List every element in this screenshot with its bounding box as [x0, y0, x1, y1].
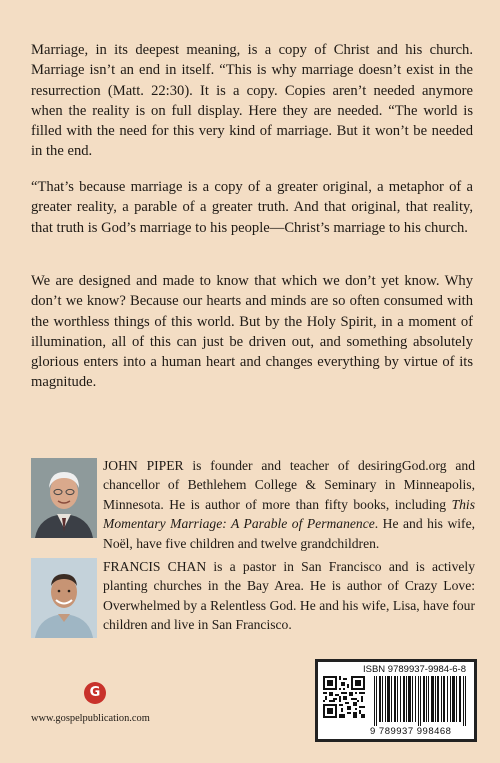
publisher-url[interactable]: www.gospelpublication.com [31, 713, 150, 724]
qr-code-icon [323, 676, 365, 718]
body-paragraph-1: Marriage, in its deepest meaning, is a copy of Christ and his church. Marriage isn’t an end in itself. “This is why marriage doesn’t exist in the resurrection (Matt. 22:30). It is a copy. Copies aren’t needed anymore when the reality is on full display. Here they are needed. “The world is filled with the need for this very kind of marriage. But it won’t be needed in the end. [31, 42, 473, 160]
francis-chan-bio: FRANCIS CHAN is a pastor in San Francisco and is actively planting churches in the Bay Area. He is author of Crazy Love: Overwhelmed by a Relentless God. He and his wife, Lisa, have four children and live in San Francisco. [103, 559, 475, 633]
john-piper-bio-text: JOHN PIPER is founder and teacher of desiringGod.org and chancellor of Bethlehem College & Seminary in Minneapolis, Minnesota. He is author of more than fifty books, including [103, 458, 475, 512]
publisher-logo-icon: G [84, 682, 106, 704]
body-paragraph-2: “That’s because marriage is a copy of a greater original, a metaphor of a greater reality, a parable of a greater truth. And that original, that reality, that truth is God’s marriage to his people—Christ’s marriage to his church. [31, 179, 473, 236]
barcode-number: 9 789937 998468 [370, 726, 452, 737]
book-title: This Momentary Marriage: A Parable of Permanence [103, 496, 475, 532]
barcode-bars [370, 676, 470, 726]
isbn-label: ISBN 9789937-9984-6-8 [363, 664, 466, 675]
john-piper-bio-text-end: . He and his wife, Noël, have five children and twelve grandchildren. [103, 516, 475, 551]
john-piper-photo [31, 458, 97, 538]
isbn-barcode-box [315, 659, 477, 742]
francis-chan-photo [31, 558, 97, 638]
john-piper-bio [103, 456, 475, 553]
body-paragraph-3: We are designed and made to know that which we don’t yet know. Why don’t we know? Because our hearts and minds are so often consumed with the worthless things of this world. But by the Holy Spirit, in a moment of illumination, all of this can just be driven out, and something absolutely glorious enters into a human heart and changes everything by virtue of its magnitude. [31, 273, 473, 391]
